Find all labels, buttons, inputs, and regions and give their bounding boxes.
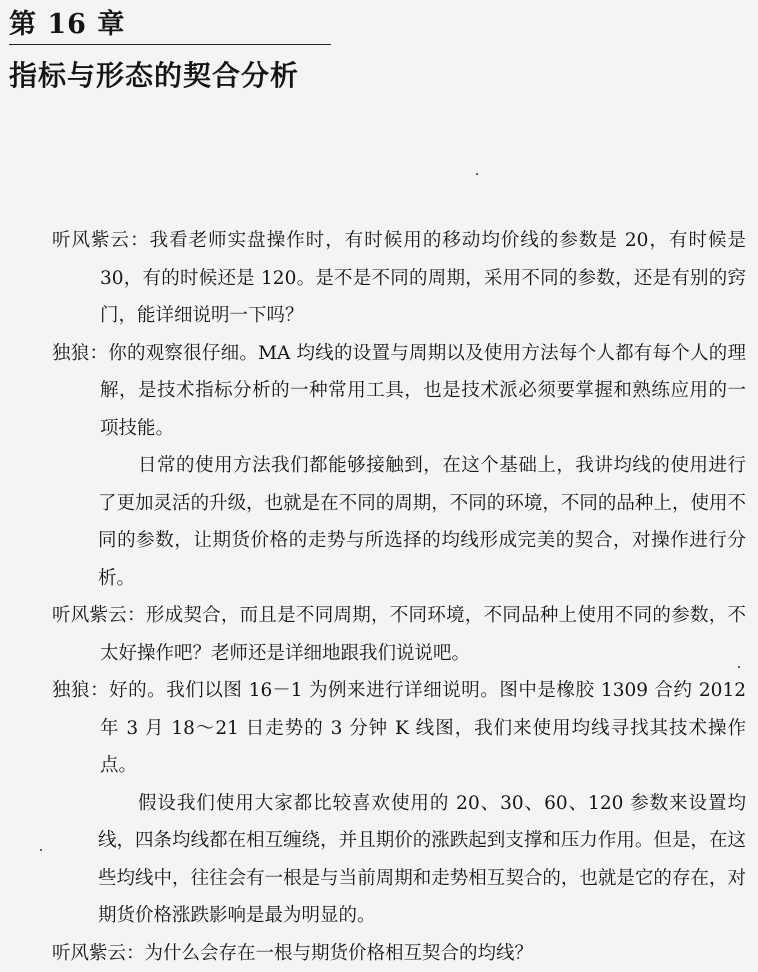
dialog-paragraph — [0, 597, 746, 672]
body-paragraph — [98, 447, 746, 597]
speaker-label: 独狼： — [52, 343, 108, 364]
dialog-paragraph — [0, 935, 746, 972]
dialog-text: 好的。我们以图 16－1 为例来进行详细说明。图中是橡胶 1309 合约 2012 年 3 月 18～21 日走势的 3 分钟 K 线图，我们来使用均线寻找其技术操作点。 — [100, 680, 746, 776]
dialog-text: 我看老师实盘操作时，有时候用的移动均价线的参数是 20，有时候是 30，有的时候还是 120。是不是不同的周期，采用不同的参数，还是有别的窍门，能详细说明一下吗？ — [100, 230, 746, 326]
chapter-rule — [9, 44, 331, 45]
speaker-label: 独狼： — [52, 680, 109, 701]
dialog-paragraph — [0, 335, 746, 448]
speaker-label: 听风紫云： — [52, 943, 145, 964]
speaker-label: 听风紫云： — [52, 230, 150, 251]
body-text: 日常的使用方法我们都能够接触到，在这个基础上，我讲均线的使用进行了更加灵活的升级，也就是在不同的周期，不同的环境，不同的品种上，使用不同的参数，让期货价格的走势与所选择的均线形成完美的契合，对操作进行分析。 — [98, 455, 746, 589]
speaker-label: 听风紫云： — [52, 605, 146, 626]
body-text: 假设我们使用大家都比较喜欢使用的 20、30、60、120 参数来设置均线，四条均线都在相互缠绕，并且期价的涨跌起到支撑和压力作用。但是，在这些均线中，往往会有一根是与当前周期和走势相互契合的，也就是它的存在，对期货价格涨跌影响是最为明显的。 — [98, 793, 746, 927]
dialog-text: 形成契合，而且是不同周期，不同环境，不同品种上使用不同的参数，不太好操作吧？老师还是详细地跟我们说说吧。 — [100, 605, 746, 664]
body-paragraph — [98, 785, 746, 935]
dialog-text: 为什么会存在一根与期货价格相互契合的均线？ — [145, 943, 534, 964]
chapter-title: 指标与形态的契合分析 — [9, 58, 299, 94]
page-body — [0, 222, 758, 972]
dialog-text: 你的观察很仔细。MA 均线的设置与周期以及使用方法每个人都有每个人的理解，是技术指标分析的一种常用工具，也是技术派必须要掌握和熟练应用的一项技能。 — [100, 343, 746, 439]
dialog-paragraph — [0, 222, 746, 335]
dust-speck — [476, 173, 478, 175]
dialog-paragraph — [0, 672, 746, 785]
chapter-number: 第 16 章 — [9, 8, 125, 42]
